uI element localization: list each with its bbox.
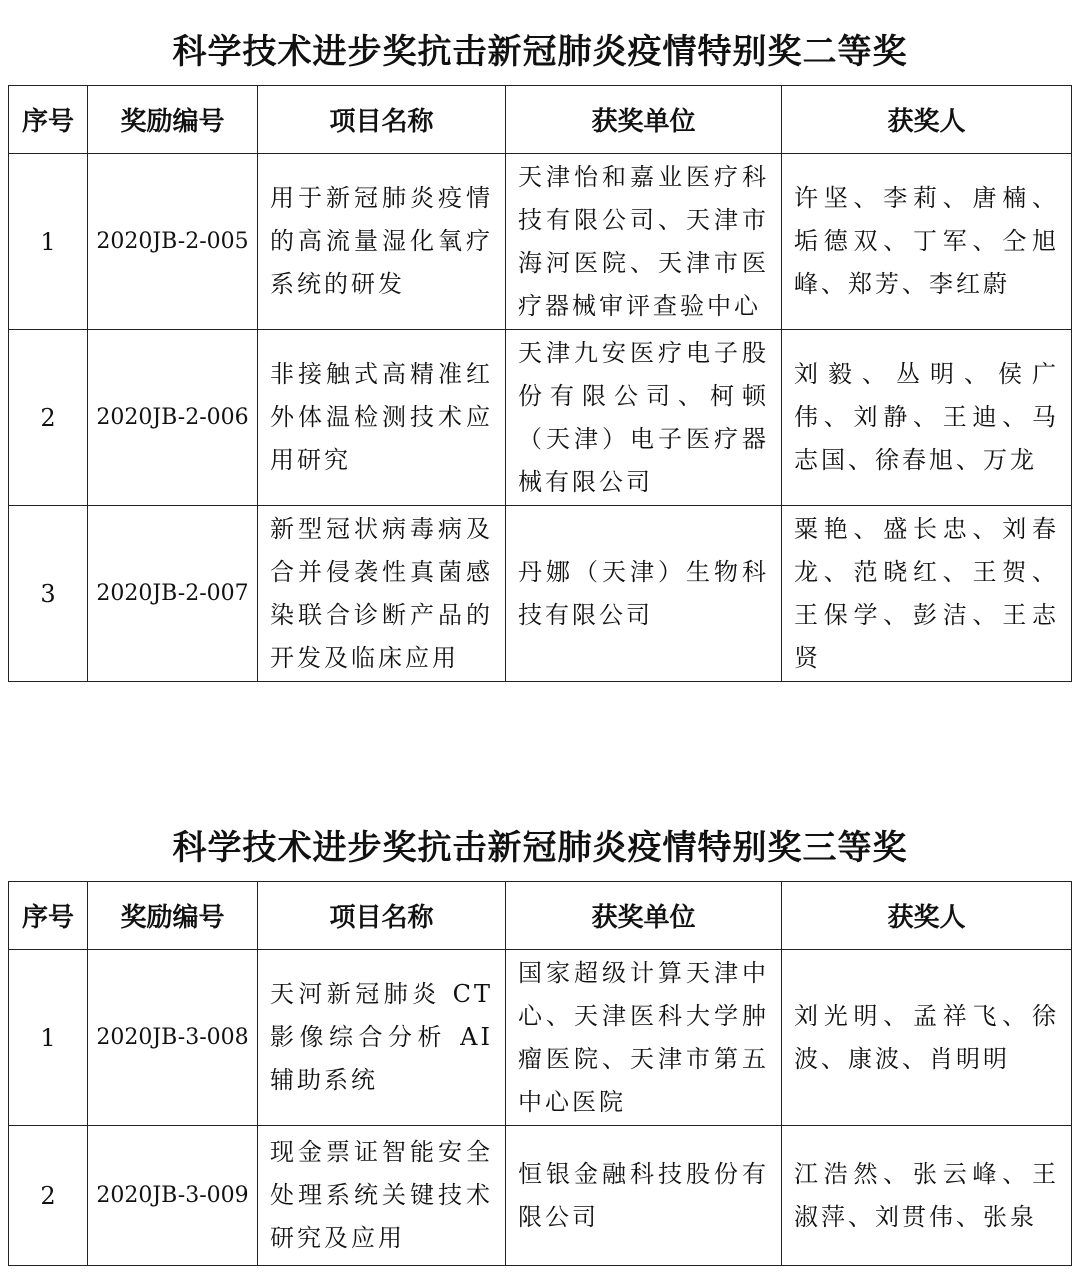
header-unit: 获奖单位	[506, 882, 782, 950]
header-no: 序号	[9, 86, 88, 154]
row-code: 2020JB-3-008	[88, 950, 258, 1126]
row-project: 天河新冠肺炎 CT 影像综合分析 AI 辅助系统	[258, 950, 506, 1126]
header-unit: 获奖单位	[506, 86, 782, 154]
awards-table	[8, 881, 1072, 1266]
row-no: 2	[9, 330, 88, 506]
section-title: 科学技术进步奖抗击新冠肺炎疫情特别奖二等奖	[172, 32, 908, 72]
row-project: 非接触式高精准红外体温检测技术应用研究	[258, 330, 506, 506]
table-row	[9, 154, 1072, 330]
row-project: 现金票证智能安全处理系统关键技术研究及应用	[258, 1126, 506, 1266]
row-code: 2020JB-2-005	[88, 154, 258, 330]
row-no: 2	[9, 1126, 88, 1266]
row-people: 许坚、李莉、唐楠、垢德双、丁军、仝旭峰、郑芳、李红蔚	[782, 154, 1072, 330]
table-row	[9, 330, 1072, 506]
header-code: 奖励编号	[88, 86, 258, 154]
section-title: 科学技术进步奖抗击新冠肺炎疫情特别奖三等奖	[172, 828, 908, 868]
header-project: 项目名称	[258, 86, 506, 154]
row-no: 1	[9, 950, 88, 1126]
table-row	[9, 1126, 1072, 1266]
row-no: 3	[9, 506, 88, 682]
header-no: 序号	[9, 882, 88, 950]
row-code: 2020JB-2-007	[88, 506, 258, 682]
row-unit: 国家超级计算天津中心、天津医科大学肿瘤医院、天津市第五中心医院	[506, 950, 782, 1126]
row-people: 刘光明、孟祥飞、徐波、康波、肖明明	[782, 950, 1072, 1126]
row-code: 2020JB-2-006	[88, 330, 258, 506]
row-unit: 恒银金融科技股份有限公司	[506, 1126, 782, 1266]
awards-table	[8, 85, 1072, 682]
header-people: 获奖人	[782, 86, 1072, 154]
row-people: 刘毅、丛明、侯广伟、刘静、王迪、马志国、徐春旭、万龙	[782, 330, 1072, 506]
row-code: 2020JB-3-009	[88, 1126, 258, 1266]
row-people: 江浩然、张云峰、王淑萍、刘贯伟、张泉	[782, 1126, 1072, 1266]
row-unit: 天津怡和嘉业医疗科技有限公司、天津市海河医院、天津市医疗器械审评查验中心	[506, 154, 782, 330]
header-code: 奖励编号	[88, 882, 258, 950]
row-project: 新型冠状病毒病及合并侵袭性真菌感染联合诊断产品的开发及临床应用	[258, 506, 506, 682]
header-project: 项目名称	[258, 882, 506, 950]
table-header-row	[9, 882, 1072, 950]
header-people: 获奖人	[782, 882, 1072, 950]
row-unit: 丹娜（天津）生物科技有限公司	[506, 506, 782, 682]
row-project: 用于新冠肺炎疫情的高流量湿化氧疗系统的研发	[258, 154, 506, 330]
table-header-row	[9, 86, 1072, 154]
row-no: 1	[9, 154, 88, 330]
table-row	[9, 950, 1072, 1126]
row-people: 粟艳、盛长忠、刘春龙、范晓红、王贺、王保学、彭洁、王志贤	[782, 506, 1072, 682]
row-unit: 天津九安医疗电子股份有限公司、柯顿（天津）电子医疗器械有限公司	[506, 330, 782, 506]
table-row	[9, 506, 1072, 682]
